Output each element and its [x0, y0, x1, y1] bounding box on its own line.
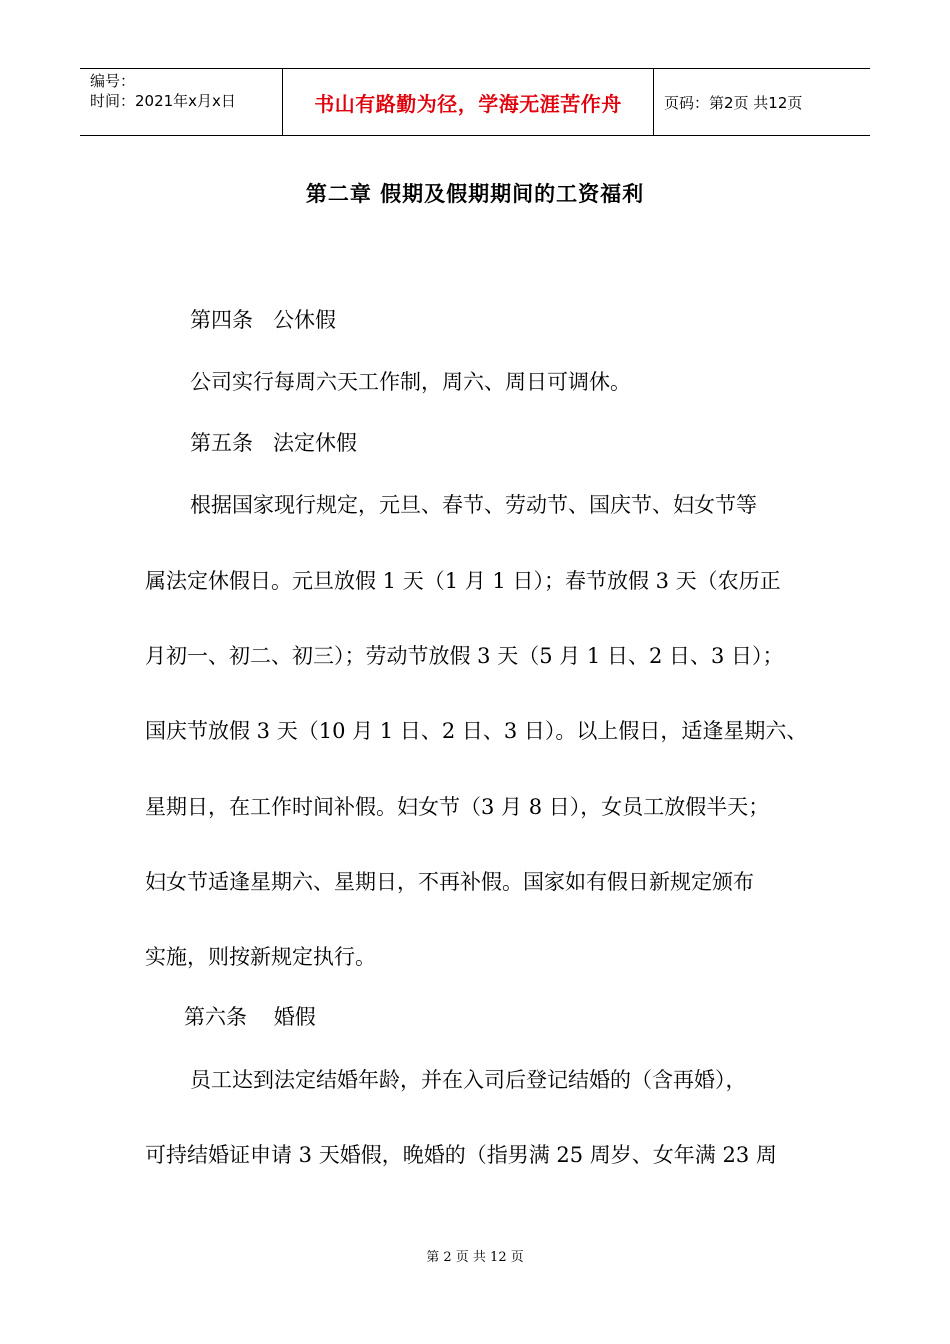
- body-line: 星期日，在工作时间补假。妇女节（3 月 8 日），女员工放假半天；: [145, 795, 770, 819]
- header-motto: 书山有路勤为径，学海无涯苦作舟: [282, 69, 654, 135]
- body-line: 根据国家现行规定，元旦、春节、劳动节、国庆节、妇女节等: [190, 493, 757, 517]
- body-line: 可持结婚证申请 3 天婚假，晚婚的（指男满 25 周岁、女年满 23 周: [145, 1143, 777, 1167]
- body-line: 妇女节适逢星期六、星期日，不再补假。国家如有假日新规定颁布: [145, 870, 754, 894]
- page-footer: 第 2 页 共 12 页: [426, 1250, 524, 1265]
- article-4-heading: 第四条 公休假: [190, 308, 337, 332]
- body-line: 公司实行每周六天工作制，周六、周日可调休。: [190, 370, 631, 394]
- body-line: 月初一、初二、初三）；劳动节放假 3 天（5 月 1 日、2 日、3 日）；: [145, 644, 784, 668]
- body-line: 属法定休假日。元旦放假 1 天（1 月 1 日）；春节放假 3 天（农历正: [145, 569, 781, 593]
- document-time-label: 时间：2021年x月x日: [90, 92, 236, 110]
- body-line: 员工达到法定结婚年龄，并在入司后登记结婚的（含再婚），: [190, 1068, 747, 1092]
- header-meta: [80, 69, 282, 135]
- article-6-heading: 第六条 婚假: [184, 1005, 316, 1029]
- body-line: 实施，则按新规定执行。: [145, 945, 376, 969]
- chapter-title: 第二章 假期及假期期间的工资福利: [305, 182, 645, 206]
- article-5-heading: 第五条 法定休假: [190, 431, 358, 455]
- document-number-label: 编号：: [90, 72, 136, 90]
- document-header: [80, 68, 870, 136]
- body-line: 国庆节放假 3 天（10 月 1 日、2 日、3 日）。以上假日，适逢星期六、: [145, 719, 808, 743]
- header-page-info: 页码：第2页 共12页: [664, 93, 803, 112]
